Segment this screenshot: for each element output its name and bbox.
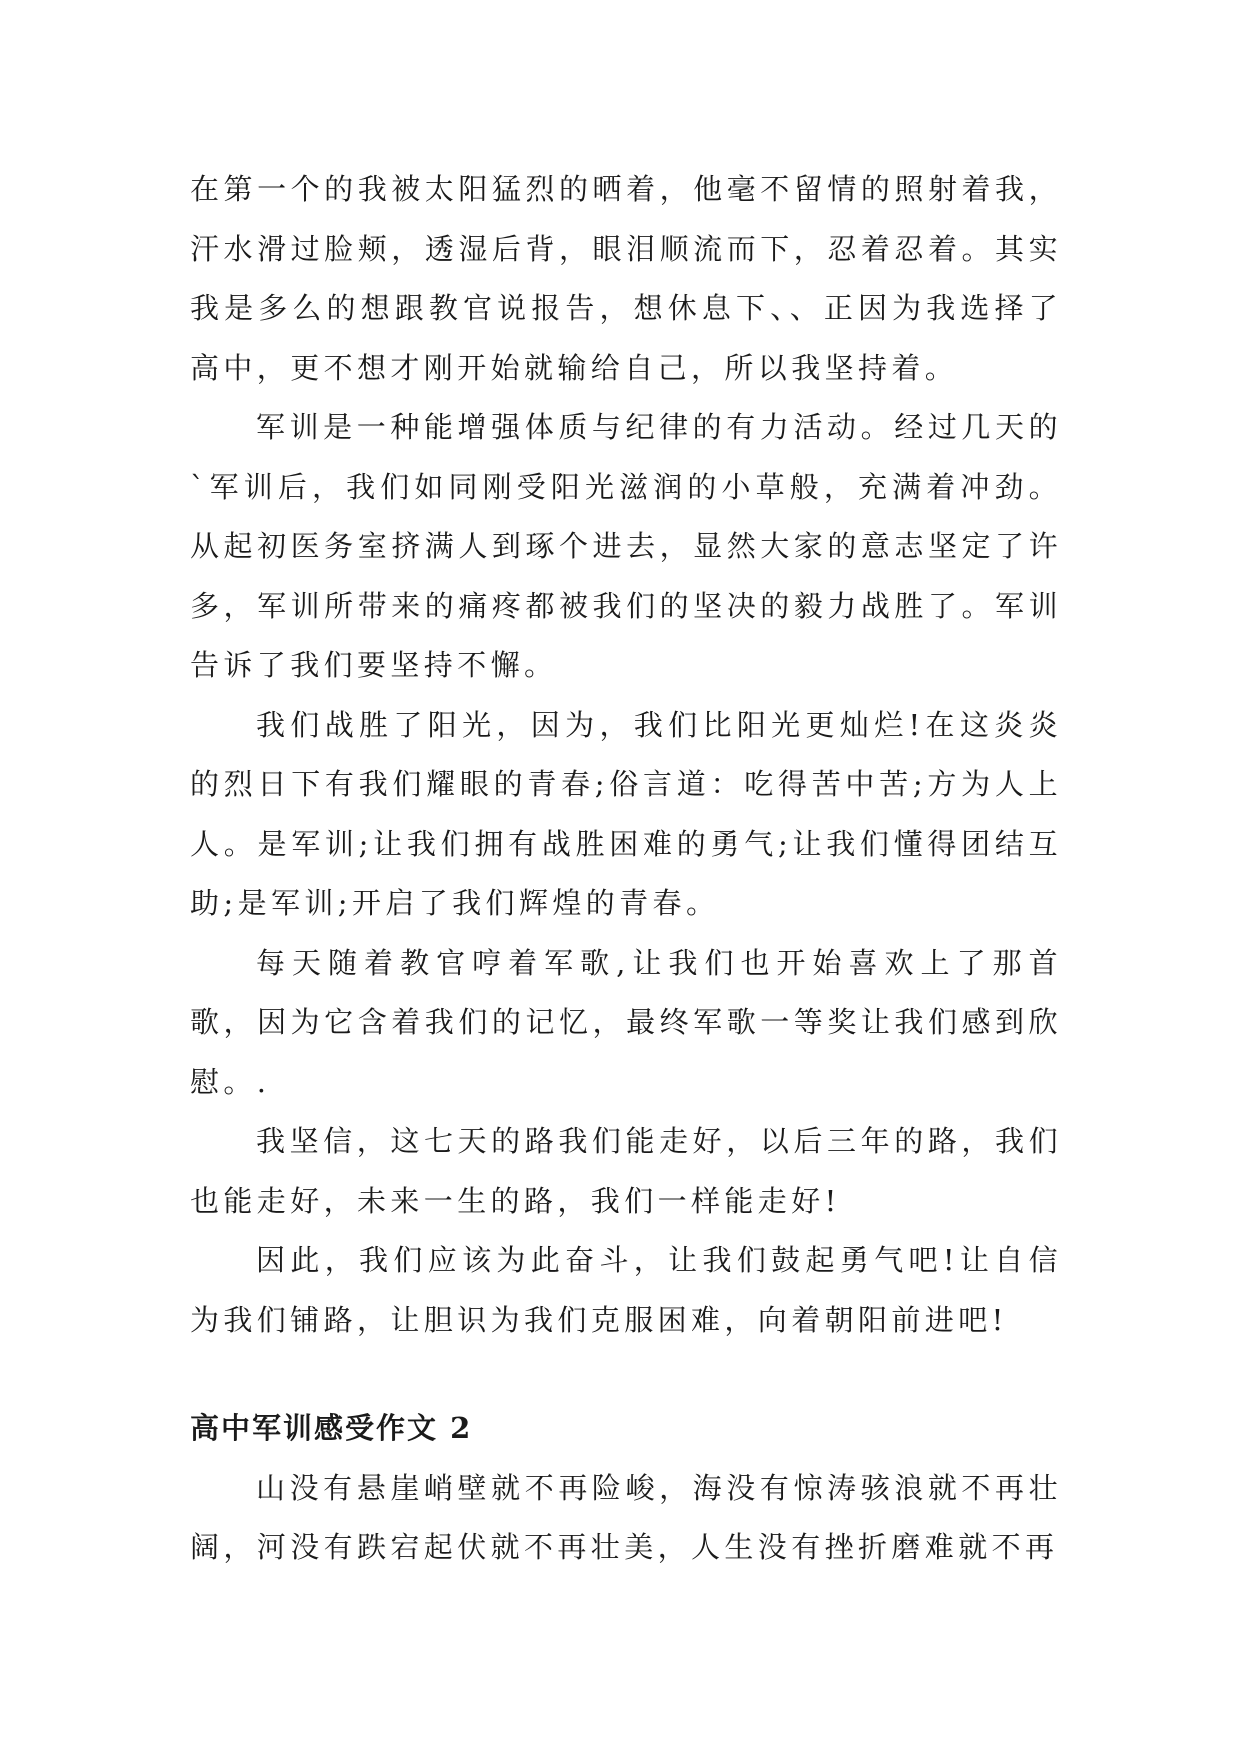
paragraph-6: 因此，我们应该为此奋斗，让我们鼓起勇气吧!让自信为我们铺路，让胆识为我们克服困难，向着朝阳前进吧! xyxy=(190,1243,1062,1337)
section-paragraph-1: 山没有悬崖峭壁就不再险峻，海没有惊涛骇浪就不再壮阔，河没有跌宕起伏就不再壮美，人生没有挫折磨难就不再 xyxy=(190,1470,1062,1564)
paragraph-4: 每天随着教官哼着军歌,让我们也开始喜欢上了那首歌，因为它含着我们的记忆，最终军歌一等奖让我们感到欣慰。. xyxy=(190,945,1062,1099)
paragraph-1: 在第一个的我被太阳猛烈的晒着，他毫不留情的照射着我，汗水滑过脸颊，透湿后背，眼泪顺流而下，忍着忍着。其实我是多么的想跟教官说报告，想休息下、、正因为我选择了高中，更不想才刚开始就输给自己，所以我坚持着。 xyxy=(190,172,1062,385)
section-title: 高中军训感受作文 2 xyxy=(190,1411,473,1445)
paragraph-2: 军训是一种能增强体质与纪律的有力活动。经过几天的`军训后，我们如同刚受阳光滋润的小草般，充满着冲劲。从起初医务室挤满人到琢个进去，显然大家的意志坚定了许多，军训所带来的痛疼都被我们的坚决的毅力战胜了。军训告诉了我们要坚持不懈。 xyxy=(190,410,1062,682)
paragraph-3: 我们战胜了阳光，因为，我们比阳光更灿烂!在这炎炎的烈日下有我们耀眼的青春;俗言道：吃得苦中苦;方为人上人。是军训;让我们拥有战胜困难的勇气;让我们懂得团结互助;是军训;开启了我们辉煌的青春。 xyxy=(190,707,1062,920)
paragraph-5: 我坚信，这七天的路我们能走好，以后三年的路，我们也能走好，未来一生的路，我们一样能走好! xyxy=(190,1124,1062,1218)
document-page xyxy=(190,160,1062,1700)
